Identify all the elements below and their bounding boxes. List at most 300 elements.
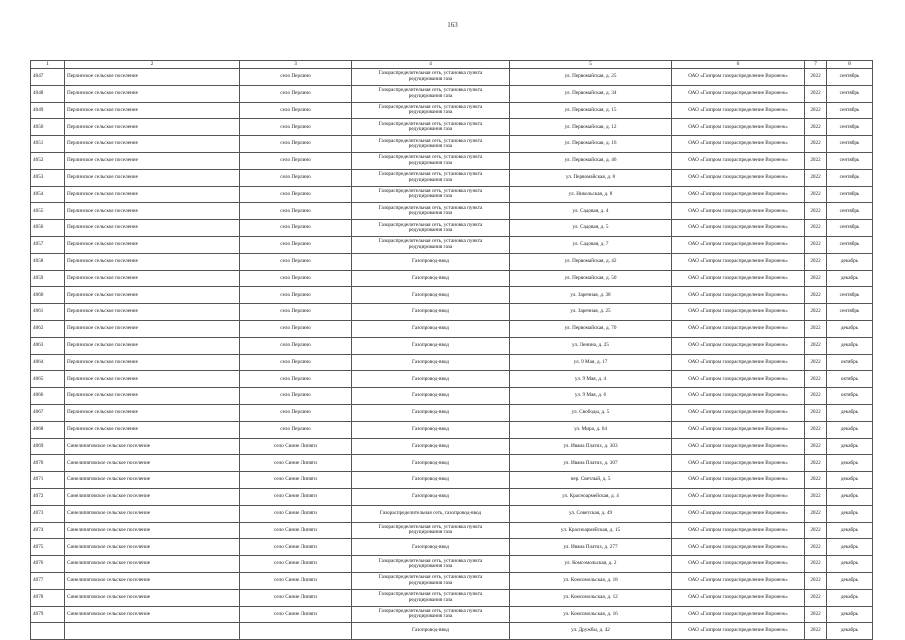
month-cell: сентябрь <box>827 85 873 102</box>
locality-name-cell: село Синие Липяги <box>240 556 352 573</box>
month-cell: сентябрь <box>827 304 873 321</box>
settlement-name-cell: Синелипяговское сельское поселение <box>65 589 240 606</box>
settlement-name-cell: Перлинское сельское поселение <box>65 69 240 86</box>
month-cell: сентябрь <box>827 136 873 153</box>
object-line: редуцирования газа <box>408 143 453 150</box>
locality-name-cell: село Синие Липяги <box>240 589 352 606</box>
row-number-cell: 4077 <box>31 572 65 589</box>
year-cell: 2022 <box>805 438 827 455</box>
locality-name-cell: село Синие Липяги <box>240 455 352 472</box>
month-cell: декабрь <box>827 455 873 472</box>
month-cell: сентябрь <box>827 287 873 304</box>
table-row <box>31 572 873 589</box>
settlement-name-cell: Перлинское сельское поселение <box>65 152 240 169</box>
organization-cell: ОАО «Газпром газораспределение Воронеж» <box>672 169 805 186</box>
table-row <box>31 186 873 203</box>
year-cell: 2022 <box>805 421 827 438</box>
table-row <box>31 455 873 472</box>
locality-name-cell: село Перлино <box>240 69 352 86</box>
settlement-name-cell: Синелипяговское сельское поселение <box>65 539 240 556</box>
address-cell: ул. Ленина, д. 25 <box>510 337 672 354</box>
locality-name-cell: село Синие Липяги <box>240 522 352 539</box>
object-line: Газораспределительная сеть, установка пункта <box>378 154 483 161</box>
address-cell: ул. Первомайская, д. 12 <box>510 119 672 136</box>
object-description-cell <box>352 119 510 136</box>
organization-cell: ОАО «Газпром газораспределение Воронеж» <box>672 337 805 354</box>
settlement-name-cell: Перлинское сельское поселение <box>65 421 240 438</box>
table-row <box>31 236 873 253</box>
locality-name-cell: село Синие Липяги <box>240 505 352 522</box>
object-description-cell <box>352 539 510 556</box>
address-cell: ул. Красноармейская, д. 4 <box>510 488 672 505</box>
object-description-cell <box>352 136 510 153</box>
object-line: Газораспределительная сеть, установка пункта <box>378 524 483 530</box>
table-row <box>31 438 873 455</box>
settlement-name-cell: Перлинское сельское поселение <box>65 169 240 186</box>
table-row <box>31 539 873 556</box>
table-row <box>31 589 873 606</box>
address-cell: ул. Первомайская, д. 16 <box>510 136 672 153</box>
table-body <box>31 69 873 640</box>
year-cell: 2022 <box>805 136 827 153</box>
object-line: Газораспределительная сеть, установка пункта <box>378 607 483 614</box>
organization-cell: ОАО «Газпром газораспределение Воронеж» <box>672 320 805 337</box>
year-cell: 2022 <box>805 371 827 388</box>
object-description-cell <box>352 488 510 505</box>
organization-cell: ОАО «Газпром газораспределение Воронеж» <box>672 623 805 640</box>
column-header: 8 <box>827 61 873 69</box>
address-cell: ул. 9 Мая, д. 4 <box>510 371 672 388</box>
year-cell: 2022 <box>805 270 827 287</box>
locality-name-cell: село Перлино <box>240 253 352 270</box>
year-cell: 2022 <box>805 337 827 354</box>
row-number-cell: 4063 <box>31 337 65 354</box>
object-description-cell <box>352 337 510 354</box>
address-cell: ул. Красноармейская, д. 15 <box>510 522 672 539</box>
address-cell: ул. Ивана Платих, д. 303 <box>510 438 672 455</box>
object-line: редуцирования газа <box>408 563 453 569</box>
address-cell: ул. Первомайская, д. 46 <box>510 152 672 169</box>
column-header: 5 <box>510 61 672 69</box>
year-cell: 2022 <box>805 455 827 472</box>
object-line: редуцирования газа <box>408 92 453 99</box>
address-cell: ул. Комсомольская, д. 18 <box>510 572 672 589</box>
year-cell: 2022 <box>805 320 827 337</box>
row-number-cell: 4052 <box>31 152 65 169</box>
year-cell: 2022 <box>805 505 827 522</box>
object-description-cell <box>352 472 510 489</box>
settlement-name-cell: Перлинское сельское поселение <box>65 371 240 388</box>
object-line: Газопровод-ввод <box>412 291 449 298</box>
object-description-cell <box>352 589 510 606</box>
object-line: Газопровод-ввод <box>412 308 449 315</box>
object-description-cell <box>352 404 510 421</box>
object-description-cell <box>352 102 510 119</box>
locality-name-cell: село Синие Липяги <box>240 488 352 505</box>
year-cell: 2022 <box>805 522 827 539</box>
object-line: Газопровод-ввод <box>412 325 449 332</box>
row-number-cell: 4067 <box>31 404 65 421</box>
year-cell: 2022 <box>805 203 827 220</box>
month-cell: октябрь <box>827 388 873 405</box>
row-number-cell: 4079 <box>31 606 65 623</box>
object-description-cell <box>352 287 510 304</box>
address-cell: ул. Садовая, д. 5 <box>510 220 672 237</box>
address-cell: ул. Первомайская, д. 25 <box>510 69 672 86</box>
settlement-name-cell: Перлинское сельское поселение <box>65 404 240 421</box>
address-cell: ул. Первомайская, д. 42 <box>510 253 672 270</box>
month-cell: декабрь <box>827 589 873 606</box>
object-description-cell <box>352 220 510 237</box>
object-line: редуцирования газа <box>408 210 453 217</box>
year-cell: 2022 <box>805 253 827 270</box>
address-cell: ул. Первомайская, д. 8 <box>510 169 672 186</box>
object-line: редуцирования газа <box>408 596 453 603</box>
row-number-cell: 4060 <box>31 287 65 304</box>
row-number-cell: 4071 <box>31 472 65 489</box>
settlement-name-cell: Синелипяговское сельское поселение <box>65 522 240 539</box>
object-description-cell <box>352 421 510 438</box>
address-cell: ул. Свободы, д. 5 <box>510 404 672 421</box>
settlement-name-cell <box>65 623 240 640</box>
year-cell: 2022 <box>805 169 827 186</box>
address-cell: ул. Дружбы, д. 42 <box>510 623 672 640</box>
year-cell: 2022 <box>805 623 827 640</box>
table-row <box>31 169 873 186</box>
settlement-name-cell: Перлинское сельское поселение <box>65 337 240 354</box>
year-cell: 2022 <box>805 539 827 556</box>
year-cell: 2022 <box>805 589 827 606</box>
organization-cell: ОАО «Газпром газораспределение Воронеж» <box>672 270 805 287</box>
page-number: 163 <box>447 21 458 29</box>
organization-cell: ОАО «Газпром газораспределение Воронеж» <box>672 539 805 556</box>
settlement-name-cell: Перлинское сельское поселение <box>65 270 240 287</box>
locality-name-cell: село Перлино <box>240 85 352 102</box>
settlement-name-cell: Синелипяговское сельское поселение <box>65 455 240 472</box>
organization-cell: ОАО «Газпром газораспределение Воронеж» <box>672 572 805 589</box>
locality-name-cell: село Перлино <box>240 371 352 388</box>
object-line: Газораспределительная сеть, установка пункта <box>378 238 483 245</box>
organization-cell: ОАО «Газпром газораспределение Воронеж» <box>672 606 805 623</box>
row-number-cell: 4050 <box>31 119 65 136</box>
organization-cell: ОАО «Газпром газораспределение Воронеж» <box>672 136 805 153</box>
organization-cell: ОАО «Газпром газораспределение Воронеж» <box>672 186 805 203</box>
object-description-cell <box>352 304 510 321</box>
organization-cell: ОАО «Газпром газораспределение Воронеж» <box>672 488 805 505</box>
month-cell: сентябрь <box>827 69 873 86</box>
table-row <box>31 371 873 388</box>
locality-name-cell: село Перлино <box>240 186 352 203</box>
object-line: Газопровод-ввод <box>412 459 449 466</box>
object-line: редуцирования газа <box>408 159 453 166</box>
object-line: Газораспределительная сеть, установка пункта <box>378 70 483 77</box>
object-line: Газораспределительная сеть, установка пункта <box>378 204 483 211</box>
organization-cell: ОАО «Газпром газораспределение Воронеж» <box>672 236 805 253</box>
column-header: 2 <box>65 61 240 69</box>
row-number-cell: 4048 <box>31 85 65 102</box>
row-number-cell: 4056 <box>31 220 65 237</box>
column-header: 3 <box>240 61 352 69</box>
object-line: Газораспределительная сеть, установка пункта <box>378 137 483 144</box>
object-line: Газораспределительная сеть, установка пункта <box>378 221 483 228</box>
table-row <box>31 119 873 136</box>
object-line: редуцирования газа <box>408 613 453 620</box>
object-description-cell <box>352 572 510 589</box>
month-cell: сентябрь <box>827 119 873 136</box>
object-description-cell <box>352 270 510 287</box>
row-number-cell <box>31 623 65 640</box>
settlement-name-cell: Синелипяговское сельское поселение <box>65 472 240 489</box>
settlement-name-cell: Перлинское сельское поселение <box>65 119 240 136</box>
locality-name-cell: село Перлино <box>240 337 352 354</box>
address-cell: ул. 9 Мая, д. 17 <box>510 354 672 371</box>
organization-cell: ОАО «Газпром газораспределение Воронеж» <box>672 287 805 304</box>
year-cell: 2022 <box>805 119 827 136</box>
row-number-cell: 4051 <box>31 136 65 153</box>
object-line: Газопровод-ввод <box>412 442 449 449</box>
row-number-cell: 4061 <box>31 304 65 321</box>
locality-name-cell: село Синие Липяги <box>240 539 352 556</box>
row-number-cell: 4070 <box>31 455 65 472</box>
row-number-cell: 4057 <box>31 236 65 253</box>
table-row <box>31 472 873 489</box>
locality-name-cell: село Перлино <box>240 119 352 136</box>
organization-cell: ОАО «Газпром газораспределение Воронеж» <box>672 522 805 539</box>
column-header: 4 <box>352 61 510 69</box>
settlement-name-cell: Перлинское сельское поселение <box>65 388 240 405</box>
object-line: редуцирования газа <box>408 176 453 183</box>
settlement-name-cell: Перлинское сельское поселение <box>65 136 240 153</box>
table-row <box>31 85 873 102</box>
row-number-cell: 4047 <box>31 69 65 86</box>
object-line: Газораспределительная сеть, газопровод-ввод <box>379 509 482 516</box>
month-cell: декабрь <box>827 253 873 270</box>
locality-name-cell: село Синие Липяги <box>240 572 352 589</box>
address-cell: ул. Никольская, д. 8 <box>510 186 672 203</box>
organization-cell: ОАО «Газпром газораспределение Воронеж» <box>672 253 805 270</box>
locality-name-cell: село Перлино <box>240 320 352 337</box>
organization-cell: ОАО «Газпром газораспределение Воронеж» <box>672 505 805 522</box>
row-number-cell: 4074 <box>31 522 65 539</box>
locality-name-cell <box>240 623 352 640</box>
locality-name-cell: село Перлино <box>240 287 352 304</box>
locality-name-cell: село Перлино <box>240 421 352 438</box>
table-row <box>31 354 873 371</box>
organization-cell: ОАО «Газпром газораспределение Воронеж» <box>672 69 805 86</box>
object-line: Газопровод-ввод <box>412 274 449 281</box>
object-line: редуцирования газа <box>408 126 453 133</box>
object-line: редуцирования газа <box>408 227 453 234</box>
year-cell: 2022 <box>805 354 827 371</box>
row-number-cell: 4053 <box>31 169 65 186</box>
object-description-cell <box>352 455 510 472</box>
table-row <box>31 220 873 237</box>
settlement-name-cell: Перлинское сельское поселение <box>65 85 240 102</box>
year-cell: 2022 <box>805 186 827 203</box>
object-line: редуцирования газа <box>408 529 453 536</box>
object-line: Газораспределительная сеть, установка пункта <box>378 120 483 127</box>
object-description-cell <box>352 522 510 539</box>
object-line: Газопровод-ввод <box>412 476 449 483</box>
object-description-cell <box>352 236 510 253</box>
organization-cell: ОАО «Газпром газораспределение Воронеж» <box>672 354 805 371</box>
address-cell: ул. Первомайская, д. 50 <box>510 270 672 287</box>
settlement-name-cell: Синелипяговское сельское поселение <box>65 488 240 505</box>
object-description-cell <box>352 152 510 169</box>
table-row <box>31 152 873 169</box>
month-cell: декабрь <box>827 623 873 640</box>
settlement-name-cell: Перлинское сельское поселение <box>65 354 240 371</box>
row-number-cell: 4075 <box>31 539 65 556</box>
table-row <box>31 136 873 153</box>
table-row <box>31 556 873 573</box>
address-cell: ул. Комсомольская, д. 12 <box>510 589 672 606</box>
settlement-name-cell: Перлинское сельское поселение <box>65 220 240 237</box>
year-cell: 2022 <box>805 287 827 304</box>
year-cell: 2022 <box>805 85 827 102</box>
row-number-cell: 4066 <box>31 388 65 405</box>
object-line: Газопровод-ввод <box>412 358 449 365</box>
month-cell: октябрь <box>827 371 873 388</box>
row-number-cell: 4059 <box>31 270 65 287</box>
object-description-cell <box>352 623 510 640</box>
object-line: редуцирования газа <box>408 109 453 116</box>
month-cell: декабрь <box>827 337 873 354</box>
row-number-cell: 4049 <box>31 102 65 119</box>
table-row <box>31 337 873 354</box>
object-description-cell <box>352 388 510 405</box>
row-number-cell: 4064 <box>31 354 65 371</box>
row-number-cell: 4076 <box>31 556 65 573</box>
row-number-cell: 4073 <box>31 505 65 522</box>
month-cell: декабрь <box>827 421 873 438</box>
address-cell: ул. Комсомольская, д. 2 <box>510 556 672 573</box>
month-cell: декабрь <box>827 270 873 287</box>
month-cell: декабрь <box>827 488 873 505</box>
object-line: Газопровод-ввод <box>412 543 449 550</box>
locality-name-cell: село Перлино <box>240 152 352 169</box>
object-line: Газопровод-ввод <box>412 257 449 264</box>
year-cell: 2022 <box>805 304 827 321</box>
locality-name-cell: село Перлино <box>240 136 352 153</box>
table-row <box>31 270 873 287</box>
column-number-row <box>31 61 873 69</box>
object-description-cell <box>352 505 510 522</box>
object-line: Газопровод-ввод <box>412 375 449 382</box>
year-cell: 2022 <box>805 472 827 489</box>
address-cell: ул. 9 Мая, д. 6 <box>510 388 672 405</box>
object-description-cell <box>352 556 510 573</box>
settlement-name-cell: Перлинское сельское поселение <box>65 320 240 337</box>
object-description-cell <box>352 186 510 203</box>
year-cell: 2022 <box>805 488 827 505</box>
settlement-name-cell: Перлинское сельское поселение <box>65 253 240 270</box>
object-description-cell <box>352 203 510 220</box>
object-line: Газопровод-ввод <box>412 409 449 416</box>
organization-cell: ОАО «Газпром газораспределение Воронеж» <box>672 203 805 220</box>
address-cell: ул. Ивана Платих, д. 307 <box>510 455 672 472</box>
month-cell: декабрь <box>827 606 873 623</box>
month-cell: декабрь <box>827 320 873 337</box>
year-cell: 2022 <box>805 404 827 421</box>
object-description-cell <box>352 69 510 86</box>
object-line: Газопровод-ввод <box>412 493 449 500</box>
settlement-name-cell: Перлинское сельское поселение <box>65 304 240 321</box>
table-row <box>31 253 873 270</box>
object-line: Газораспределительная сеть, установка пункта <box>378 87 483 94</box>
address-cell: ул. Первомайская, д. 70 <box>510 320 672 337</box>
object-line: редуцирования газа <box>408 243 453 250</box>
object-line: Газораспределительная сеть, установка пункта <box>378 104 483 111</box>
settlement-name-cell: Перлинское сельское поселение <box>65 102 240 119</box>
object-line: Газопровод-ввод <box>412 425 449 432</box>
organization-cell: ОАО «Газпром газораспределение Воронеж» <box>672 388 805 405</box>
object-line: редуцирования газа <box>408 75 453 82</box>
address-cell: ул. Ивана Платих, д. 277 <box>510 539 672 556</box>
object-line: редуцирования газа <box>408 579 453 586</box>
address-cell: ул. Заречная, д. 38 <box>510 287 672 304</box>
locality-name-cell: село Перлино <box>240 102 352 119</box>
year-cell: 2022 <box>805 556 827 573</box>
row-number-cell: 4055 <box>31 203 65 220</box>
object-description-cell <box>352 253 510 270</box>
address-cell: ул. Советская, д. 49 <box>510 505 672 522</box>
locality-name-cell: село Перлино <box>240 304 352 321</box>
month-cell: декабрь <box>827 505 873 522</box>
settlement-name-cell: Перлинское сельское поселение <box>65 236 240 253</box>
settlement-name-cell: Синелипяговское сельское поселение <box>65 606 240 623</box>
row-number-cell: 4065 <box>31 371 65 388</box>
address-cell: ул. Садовая, д. 4 <box>510 203 672 220</box>
object-description-cell <box>352 354 510 371</box>
object-line: Газораспределительная сеть, установка пункта <box>378 188 483 195</box>
month-cell: декабрь <box>827 556 873 573</box>
registry-table <box>30 60 873 640</box>
object-line: Газораспределительная сеть, установка пункта <box>378 591 483 598</box>
settlement-name-cell: Перлинское сельское поселение <box>65 203 240 220</box>
locality-name-cell: село Перлино <box>240 220 352 237</box>
organization-cell: ОАО «Газпром газораспределение Воронеж» <box>672 404 805 421</box>
table-row <box>31 304 873 321</box>
month-cell: сентябрь <box>827 220 873 237</box>
organization-cell: ОАО «Газпром газораспределение Воронеж» <box>672 421 805 438</box>
organization-cell: ОАО «Газпром газораспределение Воронеж» <box>672 102 805 119</box>
table-row <box>31 522 873 539</box>
address-cell: пер. Светлый, д. 5 <box>510 472 672 489</box>
column-header: 6 <box>672 61 805 69</box>
table-row <box>31 404 873 421</box>
organization-cell: ОАО «Газпром газораспределение Воронеж» <box>672 472 805 489</box>
object-description-cell <box>352 85 510 102</box>
month-cell: сентябрь <box>827 152 873 169</box>
locality-name-cell: село Синие Липяги <box>240 472 352 489</box>
month-cell: сентябрь <box>827 236 873 253</box>
address-cell: ул. Первомайская, д. 15 <box>510 102 672 119</box>
settlement-name-cell: Перлинское сельское поселение <box>65 186 240 203</box>
month-cell: сентябрь <box>827 186 873 203</box>
table-header <box>31 61 873 69</box>
table-row <box>31 505 873 522</box>
year-cell: 2022 <box>805 220 827 237</box>
month-cell: декабрь <box>827 472 873 489</box>
month-cell: декабрь <box>827 539 873 556</box>
object-description-cell <box>352 438 510 455</box>
locality-name-cell: село Синие Липяги <box>240 606 352 623</box>
locality-name-cell: село Перлино <box>240 203 352 220</box>
month-cell: декабрь <box>827 522 873 539</box>
settlement-name-cell: Синелипяговское сельское поселение <box>65 572 240 589</box>
column-header: 1 <box>31 61 65 69</box>
